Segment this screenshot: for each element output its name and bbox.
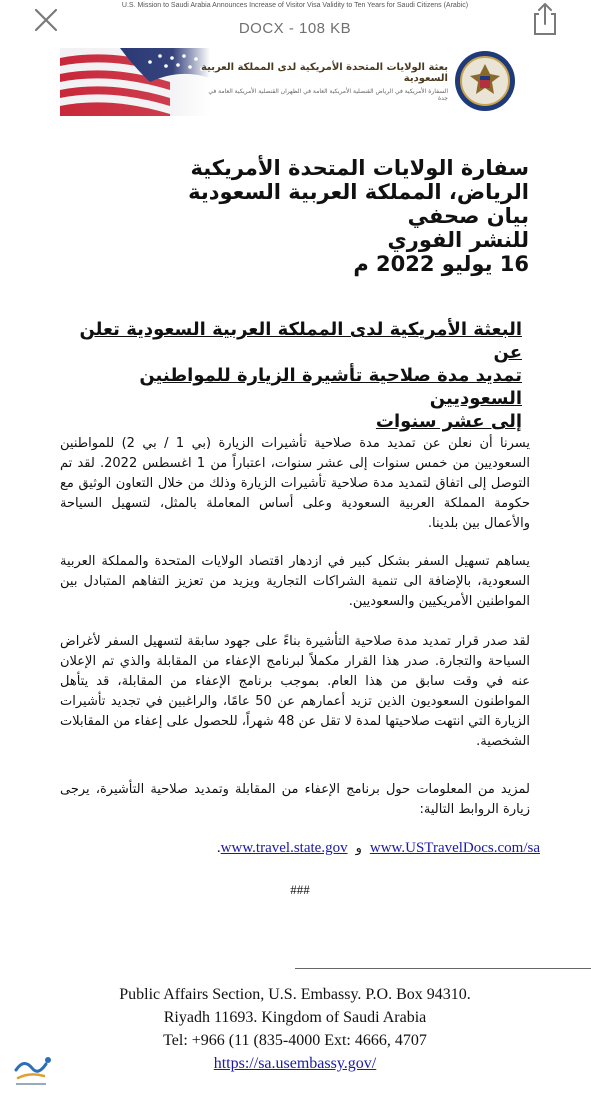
- us-flag-image: [60, 48, 210, 116]
- paragraph: يساهم تسهيل السفر بشكل كبير في ازدهار اقتصاد الولايات المتحدة والمملكة العربية السعودية، بالإضافة الى تنمية الشراكات التجارية ويزيد من تعزيز التفاهم المتبادل بين المواطنين الأمريكيين والسعوديين.: [60, 554, 530, 609]
- press-release-header: [169, 156, 529, 276]
- file-info: DOCX - 108 KB: [238, 20, 352, 37]
- header-line: سفارة الولايات المتحدة الأمريكية: [190, 156, 529, 180]
- letterhead-text: [200, 62, 448, 102]
- headline-line: تمديد مدة صلاحية تأشيرة الزيارة للمواطنين السعوديين: [139, 365, 522, 409]
- links-end: .: [216, 840, 221, 856]
- document-title: U.S. Mission to Saudi Arabia Announces Increase of Visitor Visa Validity to Ten Years for Saudi Citizens (Arabic): [121, 2, 469, 9]
- link-travel-state[interactable]: www.travel.state.gov: [220, 840, 348, 856]
- header-line: بيان صحفي: [407, 204, 529, 228]
- headline-line: إلى عشر سنوات: [375, 411, 522, 432]
- end-mark: ###: [290, 882, 310, 897]
- footer: [70, 983, 520, 1075]
- footer-website-link[interactable]: https://sa.usembassy.gov/: [213, 1055, 377, 1072]
- footer-line: Tel: +966 (11 (835-4000 Ext: 4666, 4707: [163, 1032, 427, 1049]
- viewer-topbar: [0, 0, 591, 48]
- document-page: [0, 48, 591, 1098]
- footer-line: Public Affairs Section, U.S. Embassy. P.O. Box 94310.: [119, 986, 471, 1003]
- share-icon[interactable]: [530, 2, 560, 36]
- letterhead-name: بعثة الولايات المتحدة الأمريكية لدى المملكة العربية السعودية: [201, 62, 448, 84]
- paragraph: لمزيد من المعلومات حول برنامج الإعفاء من المقابلة وتمديد صلاحية التأشيرة، يرجى زيارة الروابط التالية:: [60, 782, 530, 817]
- footer-line: Riyadh 11693. Kingdom of Saudi Arabia: [163, 1009, 427, 1026]
- links-line: [150, 840, 540, 857]
- embassy-seal-icon: [454, 50, 516, 112]
- footer-divider: [295, 968, 591, 969]
- letterhead-subtitle: السفارة الأمريكية في الرياض القنصلية الأمريكية العامة في الظهران القنصلية الأمريكية العامة في جدة: [208, 88, 448, 102]
- links-connector: و: [355, 841, 362, 856]
- headline-line: البعثة الأمريكية لدى المملكة العربية السعودية تعلن عن: [79, 319, 522, 363]
- close-icon[interactable]: [32, 6, 60, 34]
- watermark-logo-icon: [10, 1050, 58, 1090]
- paragraph: يسرنا أن نعلن عن تمديد مدة صلاحية تأشيرات الزيارة (بي 1 / بي 2) للمواطنين السعوديين من خمس سنوات إلى عشر سنوات، اعتباراً من 1 اغسطس 2022. لقد تم التوصل إلى اتفاق لتمديد مدة صلاحية تأشيرات الزيارة وذلك من خلال التعاون الوثيق مع حكومة المملكة العربية السعودية وعلى أساس المعاملة بالمثل، لتسهيل السياحة والأعمال بين بلدينا.: [60, 436, 530, 531]
- paragraph: لقد صدر قرار تمديد مدة صلاحية التأشيرة بناءً على جهود سابقة لتسهيل السفر لأغراض السياحة والتجارة. صدر هذا القرار مكملاً لبرنامج الإعفاء من المقابلة والذي تم الإعلان عنه في وقت سابق من هذا العام. بموجب برنامج الإعفاء من المقابلة، قد يتأهل المواطنون السعوديون الذين تزيد أعمارهم عن 50 عامًا، والراغبين في تجديد تأشيرات الزيارة التي انتهت صلاحيتها لمدة لا تقل عن 48 شهراً، للحصول على إعفاء من المقابلات الشخصية.: [60, 634, 531, 749]
- header-line: للنشر الفوري: [387, 228, 529, 252]
- headline: [70, 318, 522, 433]
- header-line: 16 يوليو 2022 م: [353, 252, 529, 276]
- header-line: الرياض، المملكة العربية السعودية: [188, 180, 529, 204]
- link-ustraveldocs[interactable]: www.USTravelDocs.com/sa: [369, 840, 540, 856]
- letterhead: [60, 48, 514, 116]
